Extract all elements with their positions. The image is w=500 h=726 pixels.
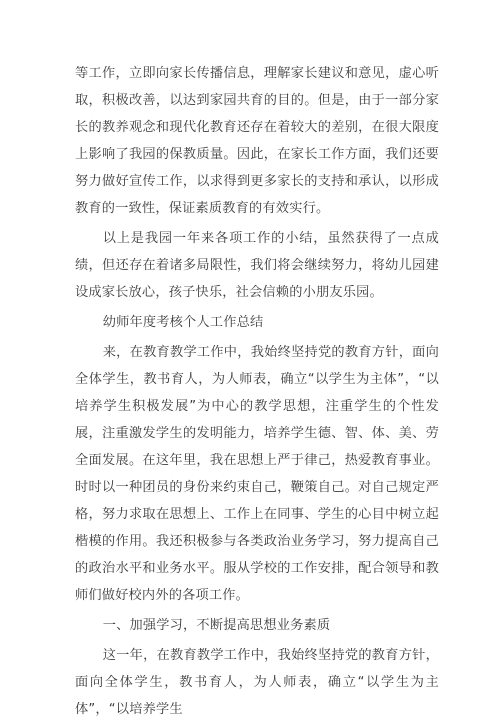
document-body [75, 60, 439, 726]
section-title: 幼师年度考核个人工作总结 [102, 315, 264, 330]
paragraph-parent-work: 等工作，立即向家长传播信息，理解家长建议和意见，虚心听取，积极改善，以达到家园共育的目的。但是，由于一部分家长的教养观念和现代化教育还存在着较大的差别，在很大限度上影响了我园的保教质量。因此，在家长工作方面，我们还要努力做好宣传工作，以求得到更多家长的支持和承认，以形成教育的一致性，保证素质教育的有效实行。 [75, 66, 439, 216]
section-heading-study: 一、加强学习，不断提高思想业务素质 [102, 618, 331, 633]
paragraph-summary: 以上是我园一年来各项工作的小结，虽然获得了一点成绩，但还存在着诸多局限性，我们将会继续努力，将幼儿园建设成家长放心，孩子快乐，社会信赖的小朋友乐园。 [75, 231, 439, 300]
paragraph-this-year: 这一年，在教育教学工作中，我始终坚持党的教育方针，面向全体学生，教书育人，为人师表，确立“以学生为主体”，“以培养学生 [75, 648, 439, 717]
paragraph-teaching: 来，在教育教学工作中，我始终坚持党的教育方针，面向全体学生，教书育人，为人师表，确立“以学生为主体”，“以培养学生积极发展”为中心的教学思想，注重学生的个性发展，注重激发学生的发明能力，培养学生德、智、体、美、劳全面发展。在这年里，我在思想上严于律己，热爱教育事业。时时以一种团员的身份来约束自己，鞭策自己。对自己规定严格，努力求取在思想上、工作上在同事、学生的心目中树立起楷模的作用。我还积极参与各类政治业务学习，努力提高自己的政治水平和业务水平。服从学校的工作安排，配合领导和教师们做好校内外的各项工作。 [75, 345, 439, 603]
